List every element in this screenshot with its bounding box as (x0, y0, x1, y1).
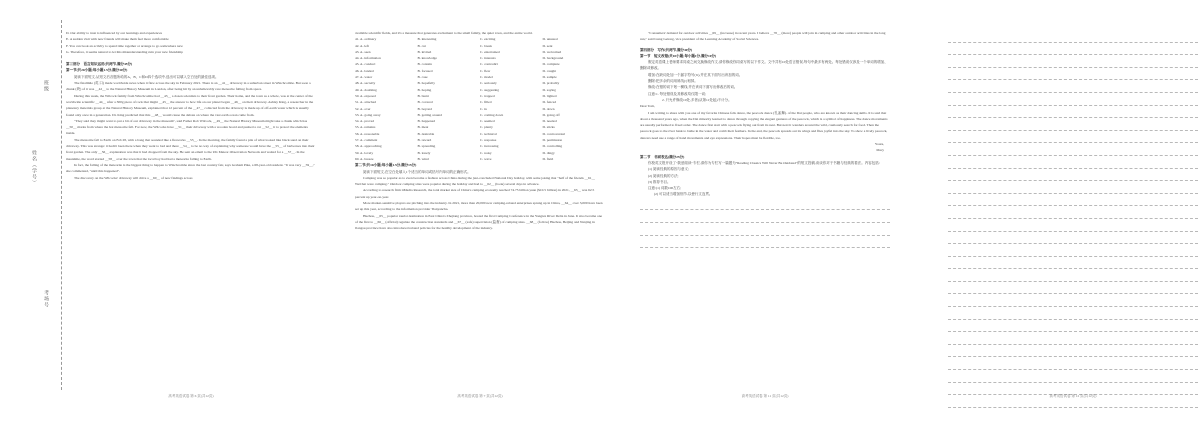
binding-dashed-line (61, 20, 62, 390)
option-cell: B. beyond (417, 106, 432, 111)
option-cell: 43. A. seen (355, 49, 371, 54)
class-label: 班级 (43, 80, 48, 92)
ruled-line (948, 370, 1198, 383)
ruled-line (948, 332, 1198, 345)
passage-ending: available scientific fields, and it's a measure that generates excitement to the small family, the quiet town, and the entire world. (355, 31, 533, 35)
option-cell: 49. A. doubting (355, 87, 377, 92)
option-cell: D. background (542, 56, 564, 61)
page-3 (640, 30, 890, 395)
option-cell: B. happened (417, 119, 435, 124)
option-cell: D. caught (542, 68, 557, 73)
option-cell: 45. A. conduct (355, 62, 376, 67)
option-cell: C. suggesting (480, 87, 500, 92)
option-line: F. You can book an activity to spend time together or arrange to go somewhere new (66, 43, 183, 48)
option-cell: C. seemed (480, 119, 495, 124)
option-cell: C. contradict (480, 62, 499, 67)
passage-paragraph: In fact, the falling of the meteorite is the biggest thing to happen to Winchcombe since the last country fair, says Graham Pike, a 68-year-old resident. "It was very __59__," she commented, "until this happened". (66, 162, 315, 174)
instruction: 阅读下面短文,在空白处填入1个适当的单词或括号内单词的正确形式。 (363, 169, 471, 174)
note: 注意:(1) 词数100左右; (648, 186, 682, 191)
option-cell: C. entertained (480, 49, 500, 54)
ruled-line (948, 131, 1198, 144)
letter-greeting: Dear Tom, (640, 104, 655, 109)
option-cell: 55. A. remains (355, 125, 376, 130)
ruled-line (948, 345, 1198, 358)
passage-paragraph: Camping was so popular as to even become a fashion across China during the just-concluded National Day holiday, with some joking that "half of the friends __61__ WeChat were camping." Outdoor camping sites were popular during the holiday and had to __62__ (book) several days in advance. (355, 175, 596, 187)
ruled-line (948, 55, 1198, 68)
option-cell: 51. A. attached (355, 100, 376, 105)
instruction: 2. 只允许修改10处,多者(从第11处起)不计分。 (662, 97, 732, 102)
letter-body: I am writing to share with you one of my favorite Chinese folk dance, the peacock dance (孔雀舞). of the Dai people, who are known as their dancing skills. It is said that about a thousand years ago, when the Dai minority learned to dance through copying the elegant gestures of the peacock, which is a symbol of happiness. The dance movements are usually performed to fixed order. The dance first start with a peacock flying out from its nest. But next it wanders around the wild, cautiously search for food. Then the peacock goes to the river bank to bathe in the water and comb their feathers. In the end, the peacock spreads out its wings and flies joyful into the sky. To show a lively peacock, dancers need use a range of hand movements and eye expressions. Their hopes must be flexible, too. (640, 110, 888, 140)
option-cell: D. welcomed (542, 49, 562, 54)
option-cell: C. increasing (480, 144, 499, 149)
option-cell: 44. A. information (355, 56, 381, 61)
option-cell: B. focused (417, 68, 433, 73)
ruled-line (948, 181, 1198, 194)
subsection-heading: 第二节 书面表达(满分25分) (640, 154, 685, 159)
option-cell: B. invited (417, 49, 432, 54)
subsection-heading: 第一节 短文改错(共10小题;每小题1分,满分10分) (640, 53, 717, 58)
passage-paragraph: The discovery on the Wilcocks' driveway will drive a __60__ of new findings across (74, 175, 193, 180)
option-cell: B. lonely (417, 150, 431, 155)
passage-paragraph: Huzhou, __65__ popular tourist destination in East China's Zhejiang province, hosted the first Camping Conference in the Yangtze River Delta in June. It also became one of the first to __66__ (official) regulate the construction standards and __67__ (safe) supervision (监督) of camping sites. __68__ (follow) Huzhou, Beijing and Nanjing in Jiangsu province have also introduced related policies for the healthy development of the industry. (355, 213, 603, 231)
option-cell: D. unusual (542, 37, 558, 42)
ruled-line (948, 143, 1198, 156)
task-point: (3) 推荐书目。 (648, 179, 671, 184)
answer-lines (640, 198, 890, 248)
instruction: 删除:把多余的词用斜线(\)划掉。 (648, 79, 698, 84)
option-cell: B. desirable (417, 131, 435, 136)
option-cell: 54. A. proved (355, 119, 375, 124)
passage-paragraph: "They said they might want to put a bit of our driveway in the museum", said Father Rob Wilcock, __49__ the Natural History Museum might take a chunk which has __50__ marks from where the hot meteorite fell. For now, the Wilcocks have __51__ their driveway with a wooden board and pushed a car __52__ it to protect the elements inside. (66, 118, 308, 136)
ruled-line (640, 198, 890, 211)
ruled-line (948, 320, 1198, 333)
passage-paragraph: During this week, the Wilcock family from Winchcombe had __43__ a dozen scientists to their front garden. Their home, and the town as a whole, was at the center of the worldwide scientific __44__ after a 300g piece of rock that might __45__ the answer to how life on our planet began __46__ on their driveway. Ashley King, a researcher in the planetary materials group at the Natural History Museum, explained that 12 percent of the __47__ collected from the driveway is made up of off-earth water which is usually found only once in a generation. Dr. King predicted that this __48__ would cause the debate on where the vast earth ocean came from. (66, 93, 314, 117)
ruled-line (948, 232, 1198, 245)
option-line: G. Therefore, it seems natural to let this misunderstanding ruin your new friendship (66, 49, 183, 54)
task-point: (1) 阅读经典的原因与意义; (648, 167, 689, 172)
option-cell: C. coming down (480, 112, 504, 117)
option-cell: 52. A. over (355, 106, 371, 111)
option-cell: D. sent (542, 43, 553, 48)
option-cell: B. reward (417, 138, 432, 143)
page-footer: 高考英语试卷 第 7 页(共12页) (457, 394, 503, 398)
passage-paragraph: More market-sensitive players are pitching into the industry. In 2021, more than 20,000 new camping-related enterprises sprung up in China, __64__ over 3,000 have been set up this year, according to the information provider Tianyancha. (355, 201, 603, 212)
option-cell: B. wind (417, 156, 429, 161)
option-cell: C. trapped (480, 93, 495, 98)
option-cell: B. meat (417, 125, 429, 130)
name-label: 姓名（学号） (31, 150, 36, 186)
option-cell: 47. A. water (355, 75, 373, 80)
option-cell: D. fenced (542, 100, 557, 105)
page-1 (66, 30, 316, 395)
ruled-line (948, 43, 1198, 56)
option-cell: C. flew (480, 68, 491, 73)
option-cell: C. technical (480, 131, 497, 136)
option-cell: 41. A. ordinary (355, 37, 377, 42)
ruled-line (948, 156, 1198, 169)
option-cell: C. wave (480, 156, 492, 161)
option-cell: B. burnt (417, 93, 429, 98)
option-line: D. Our ability to trust is influenced by our learnings and experiences (66, 31, 163, 35)
option-cell: D. dingy (542, 150, 555, 155)
option-cell: D. permission (542, 138, 563, 143)
option-cell: 56. A. reasonable (355, 131, 380, 136)
ruled-line (948, 357, 1198, 370)
option-cell: B. interesting (417, 37, 437, 42)
ruled-line (948, 68, 1198, 81)
passage-paragraph: The meteorite fell to Earth on Feb 28, with a bang that sounded like a fireworks __53__. In the morning, the family found a pile of what looked like black sand on their driveway. This was strange: it hadn't been there when they went to bed and there __54__ to be no way of explaining why someone would have the __55__ of barbecues into their front garden. The only __56__ explanation was that it had dropped from the sky. He sent an email to the UK Meteor Observation Network and waited for a __57__. In the meantime, the word started __58__ over the town that the local boy had had a meteorite falling to Earth. (66, 137, 315, 161)
option-cell: D. down (542, 106, 555, 111)
option-cell: B. spreading (417, 144, 436, 149)
option-cell: D. probably (542, 81, 560, 86)
ruled-line (948, 294, 1198, 307)
option-cell: C. seriously (480, 81, 497, 86)
passage-paragraph: "Consumers' demand for outdoor activities __69__ (increase) in recent years. I believe __70__ (more) people will join in camping and other outdoor activities in the long run," said Liang Gelong, vice president of the Learning Academy of Social Sciences. (640, 31, 886, 42)
option-cell: 58. A. approaching (355, 144, 382, 149)
option-cell: D. controlling (542, 144, 563, 149)
ruled-line (948, 194, 1198, 207)
option-cell: 53. A. going away (355, 112, 381, 117)
ruled-line (948, 307, 1198, 320)
ruled-line (640, 236, 890, 249)
option-cell: 50. A. exposed (355, 93, 376, 98)
instruction: 注意:1. 每处错误及其修改均仅限一词; (648, 91, 706, 96)
page-footer: 高考英语试卷 第 11 页(共12页) (741, 394, 789, 398)
ruled-line (948, 282, 1198, 295)
subsection-heading: 第一节(共20小题;每小题1.5分,满分30分) (66, 68, 128, 73)
option-cell: 60. A. breeze (355, 156, 374, 161)
option-cell: B. contain (417, 62, 432, 67)
instruction: 阅读下面短文,从短文后各题所给的A、B、C和D四个选项中,选出可以填入空白处的最佳选项。 (74, 74, 219, 79)
ruled-line (948, 269, 1198, 282)
option-cell: C. exciting (480, 37, 496, 42)
ruled-line (640, 223, 890, 236)
option-cell: D. lighted (542, 93, 557, 98)
option-cell: B. cut (417, 43, 426, 48)
option-cell: 46. A. landed (355, 68, 374, 73)
option-cell: C. break (480, 43, 492, 48)
ruled-line (948, 244, 1198, 257)
letter-signature: Mary (876, 148, 884, 153)
options-table (355, 36, 605, 162)
option-cell: B. getting around (417, 112, 442, 117)
ruled-line (948, 80, 1198, 93)
ruled-line (640, 210, 890, 223)
option-cell: D. complete (542, 62, 560, 67)
option-cell: D. needed (542, 119, 557, 124)
note: (2) 可以适当增加细节,以使行文连贯。 (654, 192, 713, 197)
instruction: 修改:在错的词下划一横线,并在该词下面写出修改后的词。 (648, 85, 738, 90)
option-cell: C. response (480, 138, 497, 143)
option-cell: B. hoping (417, 87, 432, 92)
page-2 (355, 30, 605, 395)
ruled-line (948, 257, 1198, 270)
answer-lines (948, 30, 1198, 408)
ruled-line (948, 106, 1198, 119)
option-cell: C. plenty (480, 125, 493, 130)
page-4 (948, 30, 1198, 395)
section-heading: 第四部分 写作(共两节,满分40分) (640, 47, 693, 52)
page-footer: 高考英语试卷 第 6 页(共12页) (168, 394, 214, 398)
instruction: 假定英语课上老师要求同桌之间交换修改作文,请你修改你同桌写的以下作文。文中共有10处语言错误,每句中最多有两处。每处错误仅涉及一个单词的增加、删除或修改。 (640, 60, 888, 71)
option-cell: C. model (480, 75, 493, 80)
page-footer: 高考英语试卷 第 12 页(共12页) (1049, 394, 1097, 398)
option-cell: B. hopefully (417, 81, 435, 86)
task-description: 你校英文报开设了"我爱阅读"专栏,请你为专栏写一篇题为"Reading Classics Will Never Be Outdated"的短文投稿,谈谈你对于书籍与经典的看法。内容包括: (648, 160, 880, 165)
binding-margin (14, 20, 50, 400)
option-cell: D. saying (542, 87, 556, 92)
ruled-line (948, 30, 1198, 43)
option-cell: D. sticks (542, 125, 555, 130)
passage-paragraph: The finalmile (英 口) made worldwide news when it flew across the sky in February 2021. There is an __41__ driveway in a suburban street in Winchcombe. But soon a chunk (块) of it was __42__ to the Natural History Museum in London, after being hit by an unbelievably rare meteorite falling from space. (66, 81, 311, 92)
passage-paragraph: According to research firm iiMedia Research, the total market size of China's camping economy reached 74.75 billion yuan ($10.5 billion) in 2021, __63__ was 62.5 percent up year-on-year. (355, 188, 595, 199)
section-heading: 第三部分 语言知识运用(共两节,满分45分) (66, 62, 133, 67)
ruled-line (948, 118, 1198, 131)
option-cell: 57. A. comment (355, 138, 378, 143)
option-line: E. A sudden visit with new friends will make them feel more comfortable (66, 37, 169, 42)
option-cell: D. sample (542, 75, 557, 80)
option-cell: C. noisy (480, 150, 492, 155)
exam-room-label: 考场号 (43, 290, 48, 308)
option-cell: B. case (417, 75, 428, 80)
ruled-line (948, 93, 1198, 106)
option-cell: C. filled (480, 100, 492, 105)
ruled-line (948, 206, 1198, 219)
option-cell: 42. A. left (355, 43, 369, 48)
option-cell: 48. A. secretly (355, 81, 376, 86)
option-cell: C. in (480, 106, 487, 111)
task-point: (2) 阅读经典的方法; (648, 173, 679, 178)
ruled-line (948, 169, 1198, 182)
letter-closing: Yours, (874, 142, 884, 147)
option-cell: D. field (542, 156, 554, 161)
option-cell: D. going off (542, 112, 560, 117)
option-cell: B. covered (417, 100, 433, 105)
option-cell: 59. A. lovely (355, 150, 374, 155)
ruled-line (948, 219, 1198, 232)
instruction: 增加:在缺词处加一个漏字符号(∧),并在其下面写出该加的词。 (648, 72, 743, 77)
option-cell: D. controversial (542, 131, 566, 136)
option-cell: C. interests (480, 56, 496, 61)
option-cell: B. knowledge (417, 56, 437, 61)
subsection-heading: 第二节(共10小题;每小题1.5分,满分15分) (355, 163, 417, 168)
